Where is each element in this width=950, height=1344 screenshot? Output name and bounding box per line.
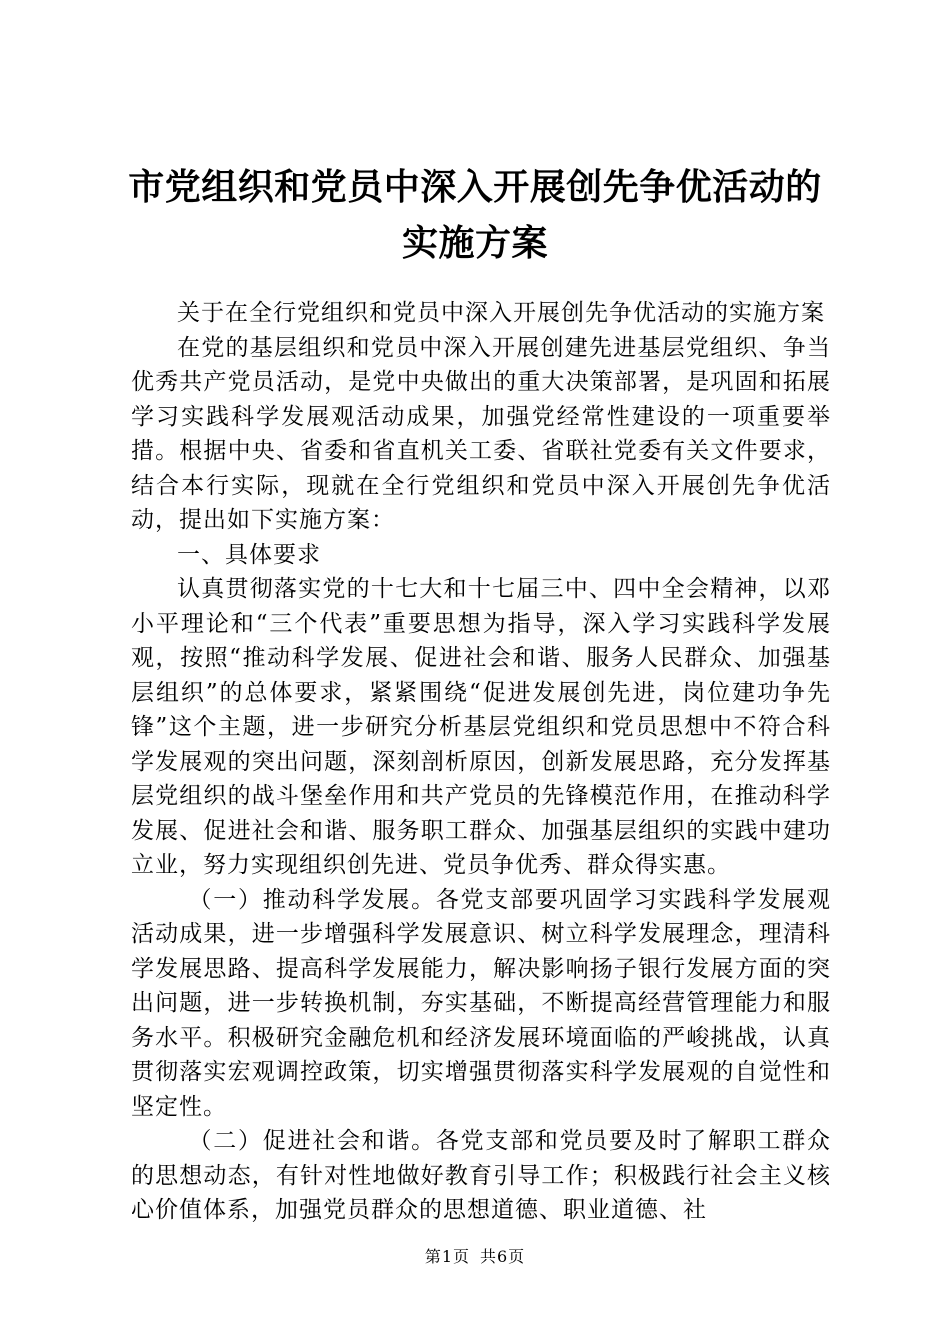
item-2-paragraph: （二）促进社会和谐。各党支部和党员要及时了解职工群众的思想动态，有针对性地做好教育引导工作；积极践行社会主义核心价值体系，加强党员群众的思想道德、职业道德、社 (131, 1128, 831, 1223)
section-heading: 一、具体要求 (177, 541, 321, 568)
page-footer (0, 1244, 950, 1267)
item-1-paragraph: （一）推动科学发展。各党支部要巩固学习实践科学发展观活动成果，进一步增强科学发展意识、树立科学发展理念，理清科学发展思路、提高科学发展能力，解决影响扬子银行发展方面的突出问题，进一步转换机制，夯实基础，不断提高经营管理能力和服务水平。积极研究金融危机和经济发展环境面临的严峻挑战，认真贯彻落实宏观调控政策，切实增强贯彻落实科学发展观的自觉性和坚定性。 (131, 886, 831, 1120)
document-body (131, 296, 831, 1228)
page-number: 第1页 (424, 1247, 470, 1266)
requirements-paragraph: 认真贯彻落实党的十七大和十七届三中、四中全会精神，以邓小平理论和“三个代表”重要思想为指导，深入学习实践科学发展观，按照“推动科学发展、促进社会和谐、服务人民群众、加强基层组织”的总体要求，紧紧围绕“促进发展创先进，岗位建功争先锋”这个主题，进一步研究分析基层党组织和党员思想中不符合科学发展观的突出问题，深刻剖析原因，创新发展思路，充分发挥基层党组织的战斗堡垒作用和共产党员的先锋模范作用，在推动科学发展、促进社会和谐、服务职工群众、加强基层组织的实践中建功立业，努力实现组织创先进、党员争优秀、群众得实惠。 (131, 576, 831, 878)
page-total: 共6页 (480, 1247, 526, 1266)
subtitle-paragraph: 关于在全行党组织和党员中深入开展创先争优活动的实施方案 (177, 300, 825, 326)
intro-paragraph: 在党的基层组织和党员中深入开展创建先进基层党组织、争当优秀共产党员活动，是党中央做出的重大决策部署，是巩固和拓展学习实践科学发展观活动成果，加强党经常性建设的一项重要举措。根据中央、省委和省直机关工委、省联社党委有关文件要求，结合本行实际，现就在全行党组织和党员中深入开展创先争优活动，提出如下实施方案： (131, 334, 831, 533)
document-title: 市党组织和党员中深入开展创先争优活动的实施方案 (128, 167, 822, 264)
